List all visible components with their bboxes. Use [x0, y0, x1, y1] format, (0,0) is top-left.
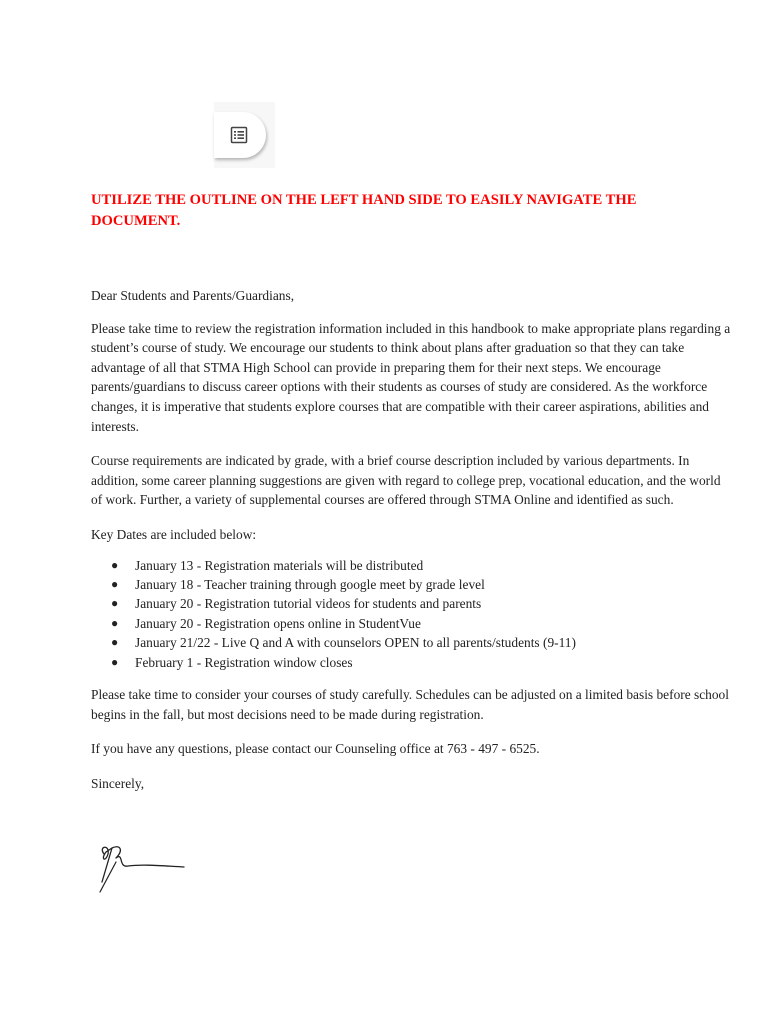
bullet-icon: ●: [111, 654, 119, 669]
handwritten-signature: [94, 842, 186, 894]
paragraph-registration-info: Please take time to review the registration information included in this handbook to make appropriate plans regarding a student’s course of study. We encourage our students to think about plans after graduation so that they can take advantage of all that STMA High School can provide in preparing them for their next steps. We encourage parents/guardians to discuss career options with their students as courses of study are considered. As the workforce changes, it is imperative that students explore courses that are compatible with their career aspirations, abilities and interests.: [91, 320, 731, 434]
closing: Sincerely,: [91, 775, 145, 791]
paragraph-course-requirements: Course requirements are indicated by grade, with a brief course description included by various departments. In addition, some career planning suggestions are given with regard to college prep, vocational education, and the world of work. Further, a variety of supplemental courses are offered through STMA Online and identified as such.: [91, 453, 721, 508]
bullet-icon: ●: [111, 596, 119, 611]
key-dates-list: [91, 556, 731, 672]
bullet-icon: ●: [111, 576, 119, 591]
list-item: ● February 1 - Registration window closes: [91, 653, 731, 672]
outline-notice-heading: UTILIZE THE OUTLINE ON THE LEFT HAND SIDE TO EASILY NAVIGATE THE DOCUMENT.: [91, 192, 637, 229]
paragraph-courses-of-study: Please take time to consider your courses of study carefully. Schedules can be adjusted on a limited basis before school begins in the fall, but most decisions need to be made during registration.: [91, 686, 729, 722]
salutation: Dear Students and Parents/Guardians,: [91, 288, 295, 303]
list-item: ● January 21/22 - Live Q and A with counselors OPEN to all parents/students (9-11): [91, 633, 731, 652]
bullet-icon: ●: [111, 615, 119, 630]
list-item: ● January 20 - Registration tutorial videos for students and parents: [91, 594, 731, 613]
show-outline-button[interactable]: [214, 112, 266, 158]
letter-body: [91, 286, 731, 808]
bullet-icon: ●: [111, 557, 119, 572]
list-item: ● January 13 - Registration materials will be distributed: [91, 556, 731, 575]
list-item: ● January 20 - Registration opens online in StudentVue: [91, 614, 731, 633]
bullet-icon: ●: [111, 635, 119, 650]
outline-panel-toggle-area: [214, 102, 275, 168]
list-outline-icon: [230, 126, 248, 144]
key-dates-intro: Key Dates are included below:: [91, 526, 257, 542]
paragraph-contact: If you have any questions, please contact our Counseling office at 763 - 497 - 6525.: [91, 741, 540, 757]
list-item: ● January 18 - Teacher training through google meet by grade level: [91, 575, 731, 594]
